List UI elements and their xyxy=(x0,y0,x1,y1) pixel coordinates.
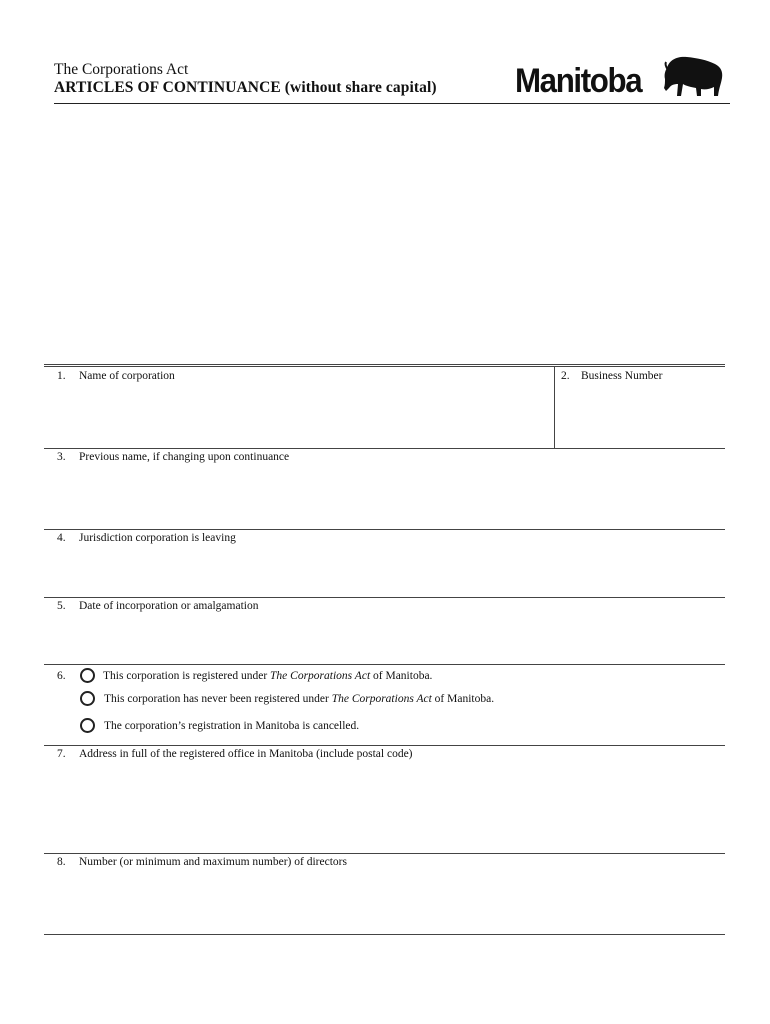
field-number: 8. xyxy=(57,856,66,868)
field-number: 2. xyxy=(561,370,570,382)
field-number: 4. xyxy=(57,532,66,544)
field-label: Name of corporation xyxy=(79,370,175,382)
radio-button[interactable] xyxy=(80,668,95,683)
manitoba-logo xyxy=(515,52,725,100)
page-title: ARTICLES OF CONTINUANCE (without share capital) xyxy=(54,79,437,96)
field-name-of-corporation[interactable] xyxy=(44,367,554,448)
field-label: Business Number xyxy=(581,370,663,382)
field-registered-office-address[interactable] xyxy=(44,746,725,853)
logo-wordmark: Manitoba xyxy=(515,62,642,100)
registration-option[interactable] xyxy=(80,717,580,735)
form-bottom-rule xyxy=(44,934,725,935)
field-label: Date of incorporation or amalgamation xyxy=(79,600,259,612)
field-number: 3. xyxy=(57,451,66,463)
header-rule xyxy=(54,103,730,104)
registration-option[interactable] xyxy=(80,667,580,685)
field-number-of-directors[interactable] xyxy=(44,854,725,934)
field-number: 6. xyxy=(57,670,66,682)
registration-option[interactable] xyxy=(80,690,580,708)
radio-button[interactable] xyxy=(80,691,95,706)
field-date-of-incorporation[interactable] xyxy=(44,598,725,664)
bison-icon xyxy=(663,54,725,98)
field-number: 7. xyxy=(57,748,66,760)
field-previous-name[interactable] xyxy=(44,449,725,529)
field-label: Jurisdiction corporation is leaving xyxy=(79,532,236,544)
field-number: 1. xyxy=(57,370,66,382)
option-label: The corporation’s registration in Manitoba is cancelled. xyxy=(104,720,360,732)
field-registration-status xyxy=(44,665,725,745)
option-label: This corporation has never been registered under The Corporations Act of Manitoba. xyxy=(104,693,495,705)
option-label: This corporation is registered under The Corporations Act of Manitoba. xyxy=(103,670,433,682)
header-act: The Corporations Act xyxy=(54,61,189,78)
articles-form xyxy=(44,364,725,934)
field-label: Address in full of the registered office in Manitoba (include postal code) xyxy=(79,748,413,760)
radio-button[interactable] xyxy=(80,718,95,733)
field-business-number[interactable] xyxy=(555,367,725,448)
field-number: 5. xyxy=(57,600,66,612)
field-label: Previous name, if changing upon continuance xyxy=(79,451,290,463)
field-label: Number (or minimum and maximum number) of directors xyxy=(79,856,347,868)
field-jurisdiction[interactable] xyxy=(44,530,725,597)
